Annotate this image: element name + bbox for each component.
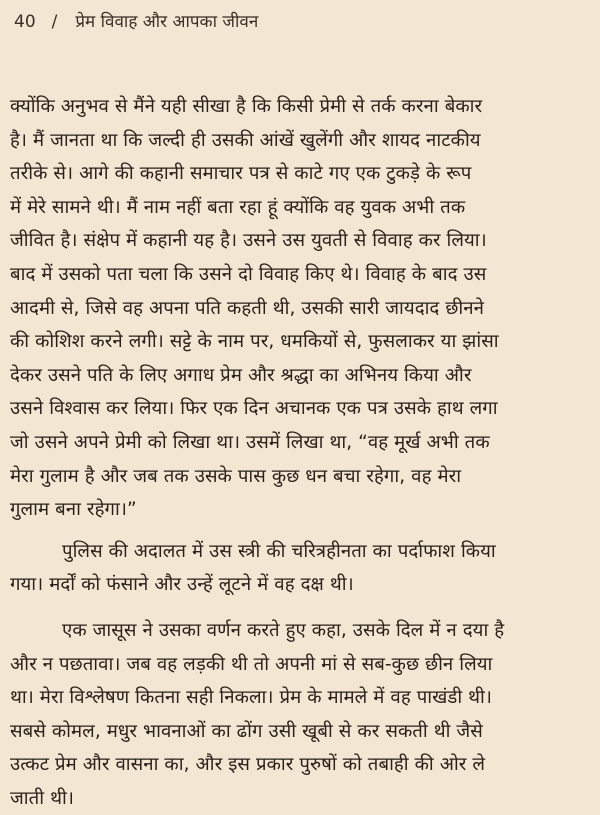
text-line: गया। मर्दों को फंसाने और उन्हें लूटने में वह दक्ष थी। xyxy=(10,574,354,596)
text-line: सबसे कोमल, मधुर भावनाओं का ढोंग उसी खूबी से कर सकती थी जैसे xyxy=(10,720,483,742)
text-line: जीवित है। संक्षेप में कहानी यह है। उसने उस युवती से विवाह कर लिया। xyxy=(10,230,487,252)
text-line: मेरा गुलाम है और जब तक उसके पास कुछ धन बचा रहेगा, वह मेरा xyxy=(10,465,462,487)
text-line: उसने विश्वास कर लिया। फिर एक दिन अचानक एक पत्र उसके हाथ लगा xyxy=(10,398,498,420)
text-line: और न पछतावा। जब वह लड़की थी तो अपनी मां से सब-कुछ छीन लिया xyxy=(10,653,493,675)
text-line: पुलिस की अदालत में उस स्त्री की चरित्रहीनता का पर्दाफाश किया xyxy=(62,540,496,562)
paragraph-gap xyxy=(10,527,592,535)
paragraph-2 xyxy=(10,535,592,602)
text-line: गुलाम बना रहेगा।” xyxy=(10,499,137,521)
page-body xyxy=(10,90,592,815)
text-line: क्योंकि अनुभव से मैंने यही सीखा है कि किसी प्रेमी से तर्क करना बेकार xyxy=(10,96,483,117)
text-line: की कोशिश करने लगी। सट्टे के नाम पर, धमकियों से, फुसलाकर या झांसा xyxy=(10,331,499,353)
text-line: तरीके से। आगे की कहानी समाचार पत्र से काटे गए एक टुकड़े के रूप xyxy=(10,163,472,185)
text-line: बाद में उसको पता चला कि उसने दो विवाह किए थे। विवाह के बाद उस xyxy=(10,263,487,285)
text-line: जाती थी। xyxy=(10,787,74,809)
text-line: है। मैं जानता था कि जल्दी ही उसकी आंखें खुलेंगी और शायद नाटकीय xyxy=(10,129,481,151)
text-line: आदमी से, जिसे वह अपना पति कहती थी, उसकी सारी जायदाद छीनने xyxy=(10,297,484,319)
paragraph-gap xyxy=(10,602,592,614)
text-line: देकर उसने पति के लिए अगाध प्रेम और श्रद्धा का अभिनय किया और xyxy=(10,364,472,386)
page-number: 40 xyxy=(14,12,36,32)
text-line: एक जासूस ने उसका वर्णन करते हुए कहा, उसके दिल में न दया है xyxy=(62,619,505,641)
paragraph-3 xyxy=(10,614,592,815)
text-line: में मेरे सामने थी। मैं नाम नहीं बता रहा हूं क्योंकि वह युवक अभी तक xyxy=(10,196,466,218)
text-line: उत्कट प्रेम और वासना का, और इस प्रकार पुरुषों को तबाही की ओर ले xyxy=(10,754,486,776)
paragraph-1 xyxy=(10,90,592,527)
header-separator: / xyxy=(51,12,58,32)
text-line: जो उसने अपने प्रेमी को लिखा था। उसमें लिखा था, “वह मूर्ख अभी तक xyxy=(10,431,490,453)
text-line: था। मेरा विश्लेषण कितना सही निकला। प्रेम के मामले में वह पाखंडी थी। xyxy=(10,687,493,709)
running-header xyxy=(14,10,586,34)
book-title: प्रेम विवाह और आपका जीवन xyxy=(75,12,259,32)
